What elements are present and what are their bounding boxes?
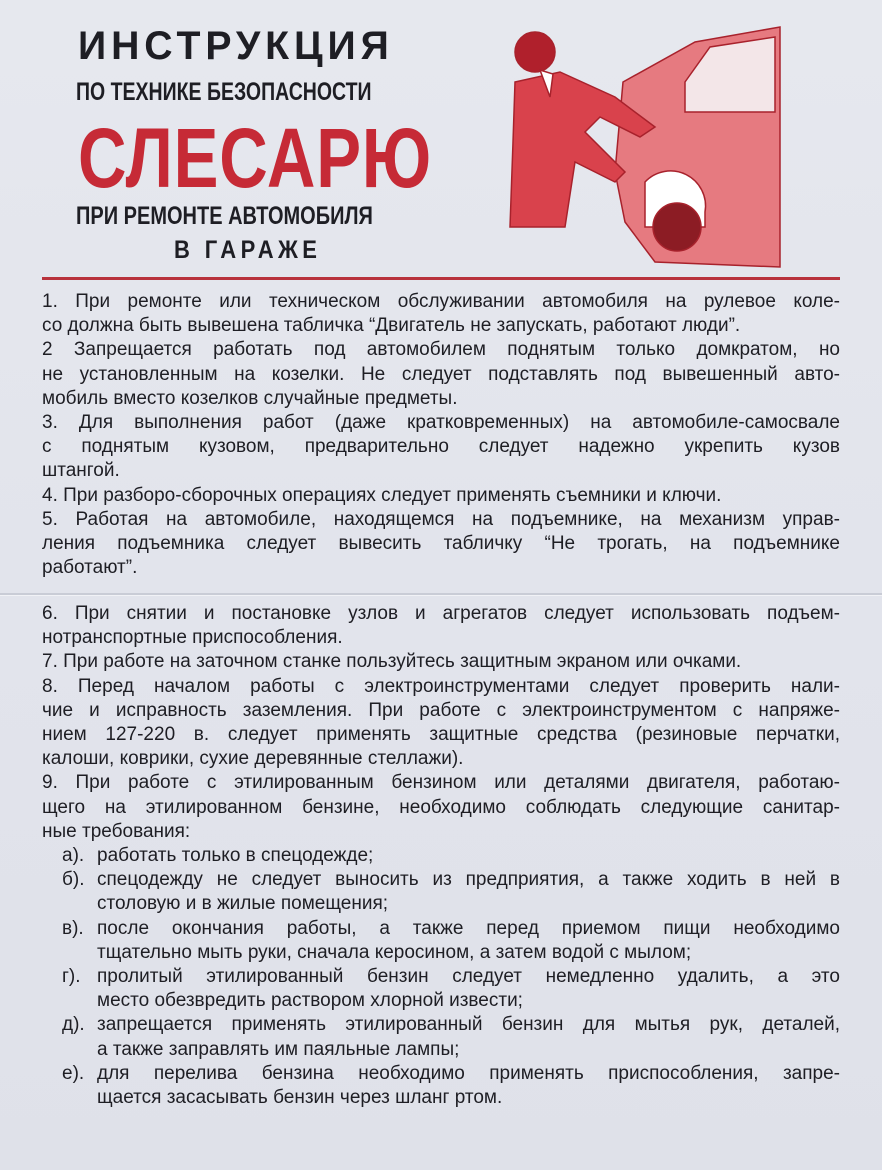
instruction-line: для перелива бензина необходимо применять приспособления, запре- — [97, 1062, 840, 1084]
poster-subtitle: ПО ТЕХНИКЕ БЕЗОПАСНОСТИ — [76, 78, 372, 106]
sub-item — [42, 868, 840, 916]
instruction-line: щается засасывать бензин через шланг ртом. — [97, 1087, 503, 1109]
sub-item — [42, 1013, 840, 1061]
instruction-item — [42, 771, 840, 844]
sub-item-text — [97, 1013, 840, 1061]
instruction-line: тщательно мыть руки, сначала керосином, а затем водой с мылом; — [97, 941, 692, 963]
sub-item-label: г). — [62, 966, 81, 988]
instruction-line: место обезвредить раствором хлорной извести; — [97, 990, 523, 1012]
instruction-item — [42, 290, 840, 338]
instruction-line: работают”. — [42, 557, 138, 579]
instruction-item — [42, 675, 840, 772]
instruction-line: 2 Запрещается работать под автомобилем поднятым только домкратом, но — [42, 339, 840, 361]
instruction-line: 3. Для выполнения работ (даже кратковременных) на автомобиле-самосвале — [42, 412, 840, 434]
instruction-line: столовую и в жилые помещения; — [97, 893, 389, 915]
fold-line — [0, 593, 882, 595]
instruction-line: 5. Работая на автомобиле, находящемся на подъемнике, на механизм управ- — [42, 508, 840, 530]
instruction-item — [42, 602, 840, 650]
instruction-line: чие и исправность заземления. При работе с электроинструментом с напряже- — [42, 699, 840, 721]
instruction-line: ные требования: — [42, 820, 191, 842]
instruction-line: ления подъемника следует вывесить табличку “Не трогать, на подъемнике — [42, 533, 840, 555]
sub-item-label: б). — [62, 869, 85, 891]
header-divider — [42, 277, 840, 280]
poster-title: ИНСТРУКЦИЯ — [78, 24, 394, 68]
instruction-item — [42, 650, 840, 674]
instruction-line: запрещается применять этилированный бензин для мытья рук, деталей, — [97, 1014, 840, 1036]
sub-item — [42, 965, 840, 1013]
sub-item-text — [97, 917, 840, 965]
instruction-line: 1. При ремонте или техническом обслуживании автомобиля на рулевое коле- — [42, 291, 840, 312]
sub-item-label: а). — [62, 845, 85, 867]
sub-item-text — [97, 965, 840, 1013]
instruction-line: работать только в спецодежде; — [97, 845, 374, 867]
instruction-item — [42, 338, 840, 411]
sub-item-text — [97, 868, 840, 916]
instruction-item — [42, 484, 840, 508]
instruction-line: калоши, коврики, сухие деревянные стеллажи). — [42, 748, 464, 770]
sanitary-requirements-list — [42, 844, 840, 1110]
instruction-line: мобиль вместо козелков случайные предметы. — [42, 387, 458, 409]
poster-profession: СЛЕСАРЮ — [78, 111, 432, 205]
sub-item — [42, 1062, 840, 1110]
instructions-part-2 — [42, 602, 840, 1110]
instruction-line: щего на этилированном бензине, необходимо соблюдать следующие санитар- — [42, 796, 840, 818]
sub-item-label: е). — [62, 1062, 85, 1084]
instruction-line: нием 127-220 в. следует применять защитные средства (резиновые перчатки, — [42, 724, 840, 746]
instruction-line: 9. При работе с этилированным бензином или деталями двигателя, работаю- — [42, 772, 840, 794]
sub-item — [42, 844, 840, 868]
sub-item-label: в). — [62, 917, 84, 939]
instruction-line: с поднятым кузовом, предварительно следует надежно укрепить кузов — [42, 436, 840, 458]
instruction-item — [42, 411, 840, 484]
mechanic-car-illustration — [505, 22, 785, 272]
instruction-line: со должна быть вывешена табличка “Двигатель не запускать, работают люди”. — [42, 315, 741, 337]
instruction-line: 7. При работе на заточном станке пользуйтесь защитным экраном или очками. — [42, 651, 742, 673]
instruction-line: а также заправлять им паяльные лампы; — [97, 1038, 460, 1060]
instruction-line: нотранспортные приспособления. — [42, 627, 343, 649]
poster-context: ПРИ РЕМОНТЕ АВТОМОБИЛЯ — [76, 202, 373, 230]
instruction-line: 8. Перед началом работы с электроинструментами следует проверить нали- — [42, 675, 840, 697]
instruction-item — [42, 508, 840, 581]
instruction-line: спецодежду не следует выносить из предприятия, а также ходить в ней в — [97, 869, 840, 891]
instructions-part-1 — [42, 290, 840, 580]
instruction-line: штангой. — [42, 460, 120, 482]
sub-item-text — [97, 1062, 840, 1110]
instruction-line: не установленным на козелки. Не следует подставлять под вывешенный авто- — [42, 363, 840, 385]
sub-item — [42, 917, 840, 965]
instruction-line: 4. При разборо-сборочных операциях следует применять съемники и ключи. — [42, 484, 722, 506]
instruction-line: после окончания работы, а также перед приемом пищи необходимо — [97, 917, 840, 939]
sub-item-label: д). — [62, 1014, 85, 1036]
sub-item-text — [97, 844, 840, 868]
poster-context-place: В ГАРАЖЕ — [174, 236, 322, 264]
instruction-line: пролитый этилированный бензин следует немедленно удалить, а это — [97, 966, 840, 988]
instruction-line: 6. При снятии и постановке узлов и агрегатов следует использовать подъем- — [42, 603, 840, 624]
